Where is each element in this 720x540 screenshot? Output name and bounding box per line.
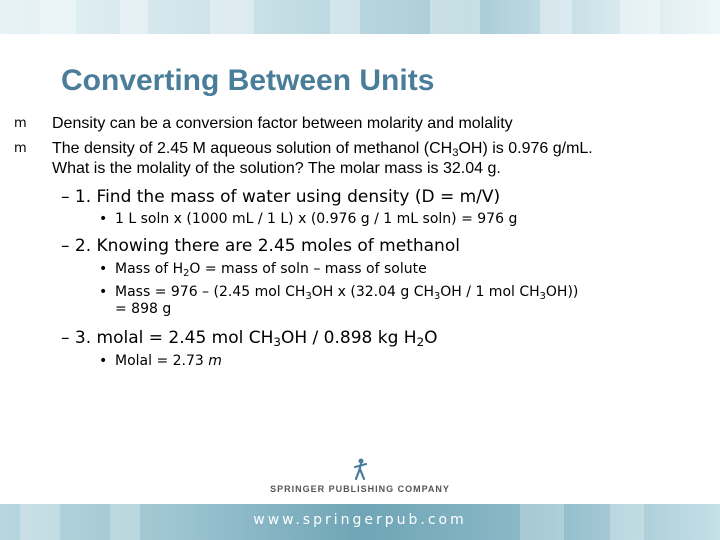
detail-text: OH)) <box>545 284 579 300</box>
bullet-dot-icon: • <box>99 261 108 277</box>
step-2-detail-2 <box>99 284 699 318</box>
step-text: OH / 0.898 kg H <box>280 328 417 348</box>
step-3 <box>61 328 701 348</box>
problem-text-c: What is the molality of the solution? The molar mass is 32.04 g. <box>52 160 501 177</box>
bullet-text: Density can be a conversion factor between molarity and molality <box>52 115 513 132</box>
detail-text: OH x (32.04 g CH <box>311 284 435 300</box>
logo-text: SPRINGER PUBLISHING COMPANY <box>270 484 450 494</box>
subscript: 2 <box>416 335 425 349</box>
bullet-marker-icon: m <box>14 141 27 156</box>
problem-text-b: OH) is 0.976 g/mL. <box>458 140 593 157</box>
subscript: 3 <box>452 147 459 159</box>
detail-text: 1 L soln x (1000 mL / 1 L) x (0.976 g / 1 mL soln) = 976 g <box>115 211 518 227</box>
subscript: 2 <box>183 268 190 279</box>
step-3-detail <box>99 353 699 370</box>
step-1: – 1. Find the mass of water using density (D = m/V) <box>61 187 501 207</box>
top-decorative-band <box>0 0 720 34</box>
subscript: 3 <box>434 291 441 302</box>
bullet-dot-icon: • <box>99 353 108 369</box>
detail-continuation: = 898 g <box>115 301 172 317</box>
bullet-marker-icon: m <box>14 116 27 131</box>
bullet-dot-icon: • <box>99 211 108 227</box>
slide-title: Converting Between Units <box>61 64 435 97</box>
detail-text: OH / 1 mol CH <box>440 284 540 300</box>
detail-text: Molal = 2.73 <box>115 353 209 369</box>
step-2-detail-1 <box>99 261 699 278</box>
detail-text: Mass of H <box>115 261 184 277</box>
step-text: – 3. molal = 2.45 mol CH <box>61 328 274 348</box>
step-1-detail <box>99 211 699 228</box>
bullet-dot-icon: • <box>99 284 108 300</box>
bullet-density <box>52 114 712 134</box>
subscript: 3 <box>305 291 312 302</box>
figure-icon <box>350 458 370 480</box>
subscript: 3 <box>539 291 546 302</box>
detail-text: Mass = 976 – (2.45 mol CH <box>115 284 306 300</box>
website-url: www.springerpub.com <box>253 512 467 528</box>
step-text: O <box>424 328 438 348</box>
bullet-problem <box>52 139 712 179</box>
subscript: 3 <box>273 335 281 349</box>
problem-text-a: The density of 2.45 M aqueous solution of methanol (CH <box>52 140 453 157</box>
detail-text: O = mass of soln – mass of solute <box>189 261 427 277</box>
molality-symbol: m <box>208 353 222 369</box>
springer-logo <box>260 458 460 494</box>
step-2: – 2. Knowing there are 2.45 moles of methanol <box>61 236 460 256</box>
